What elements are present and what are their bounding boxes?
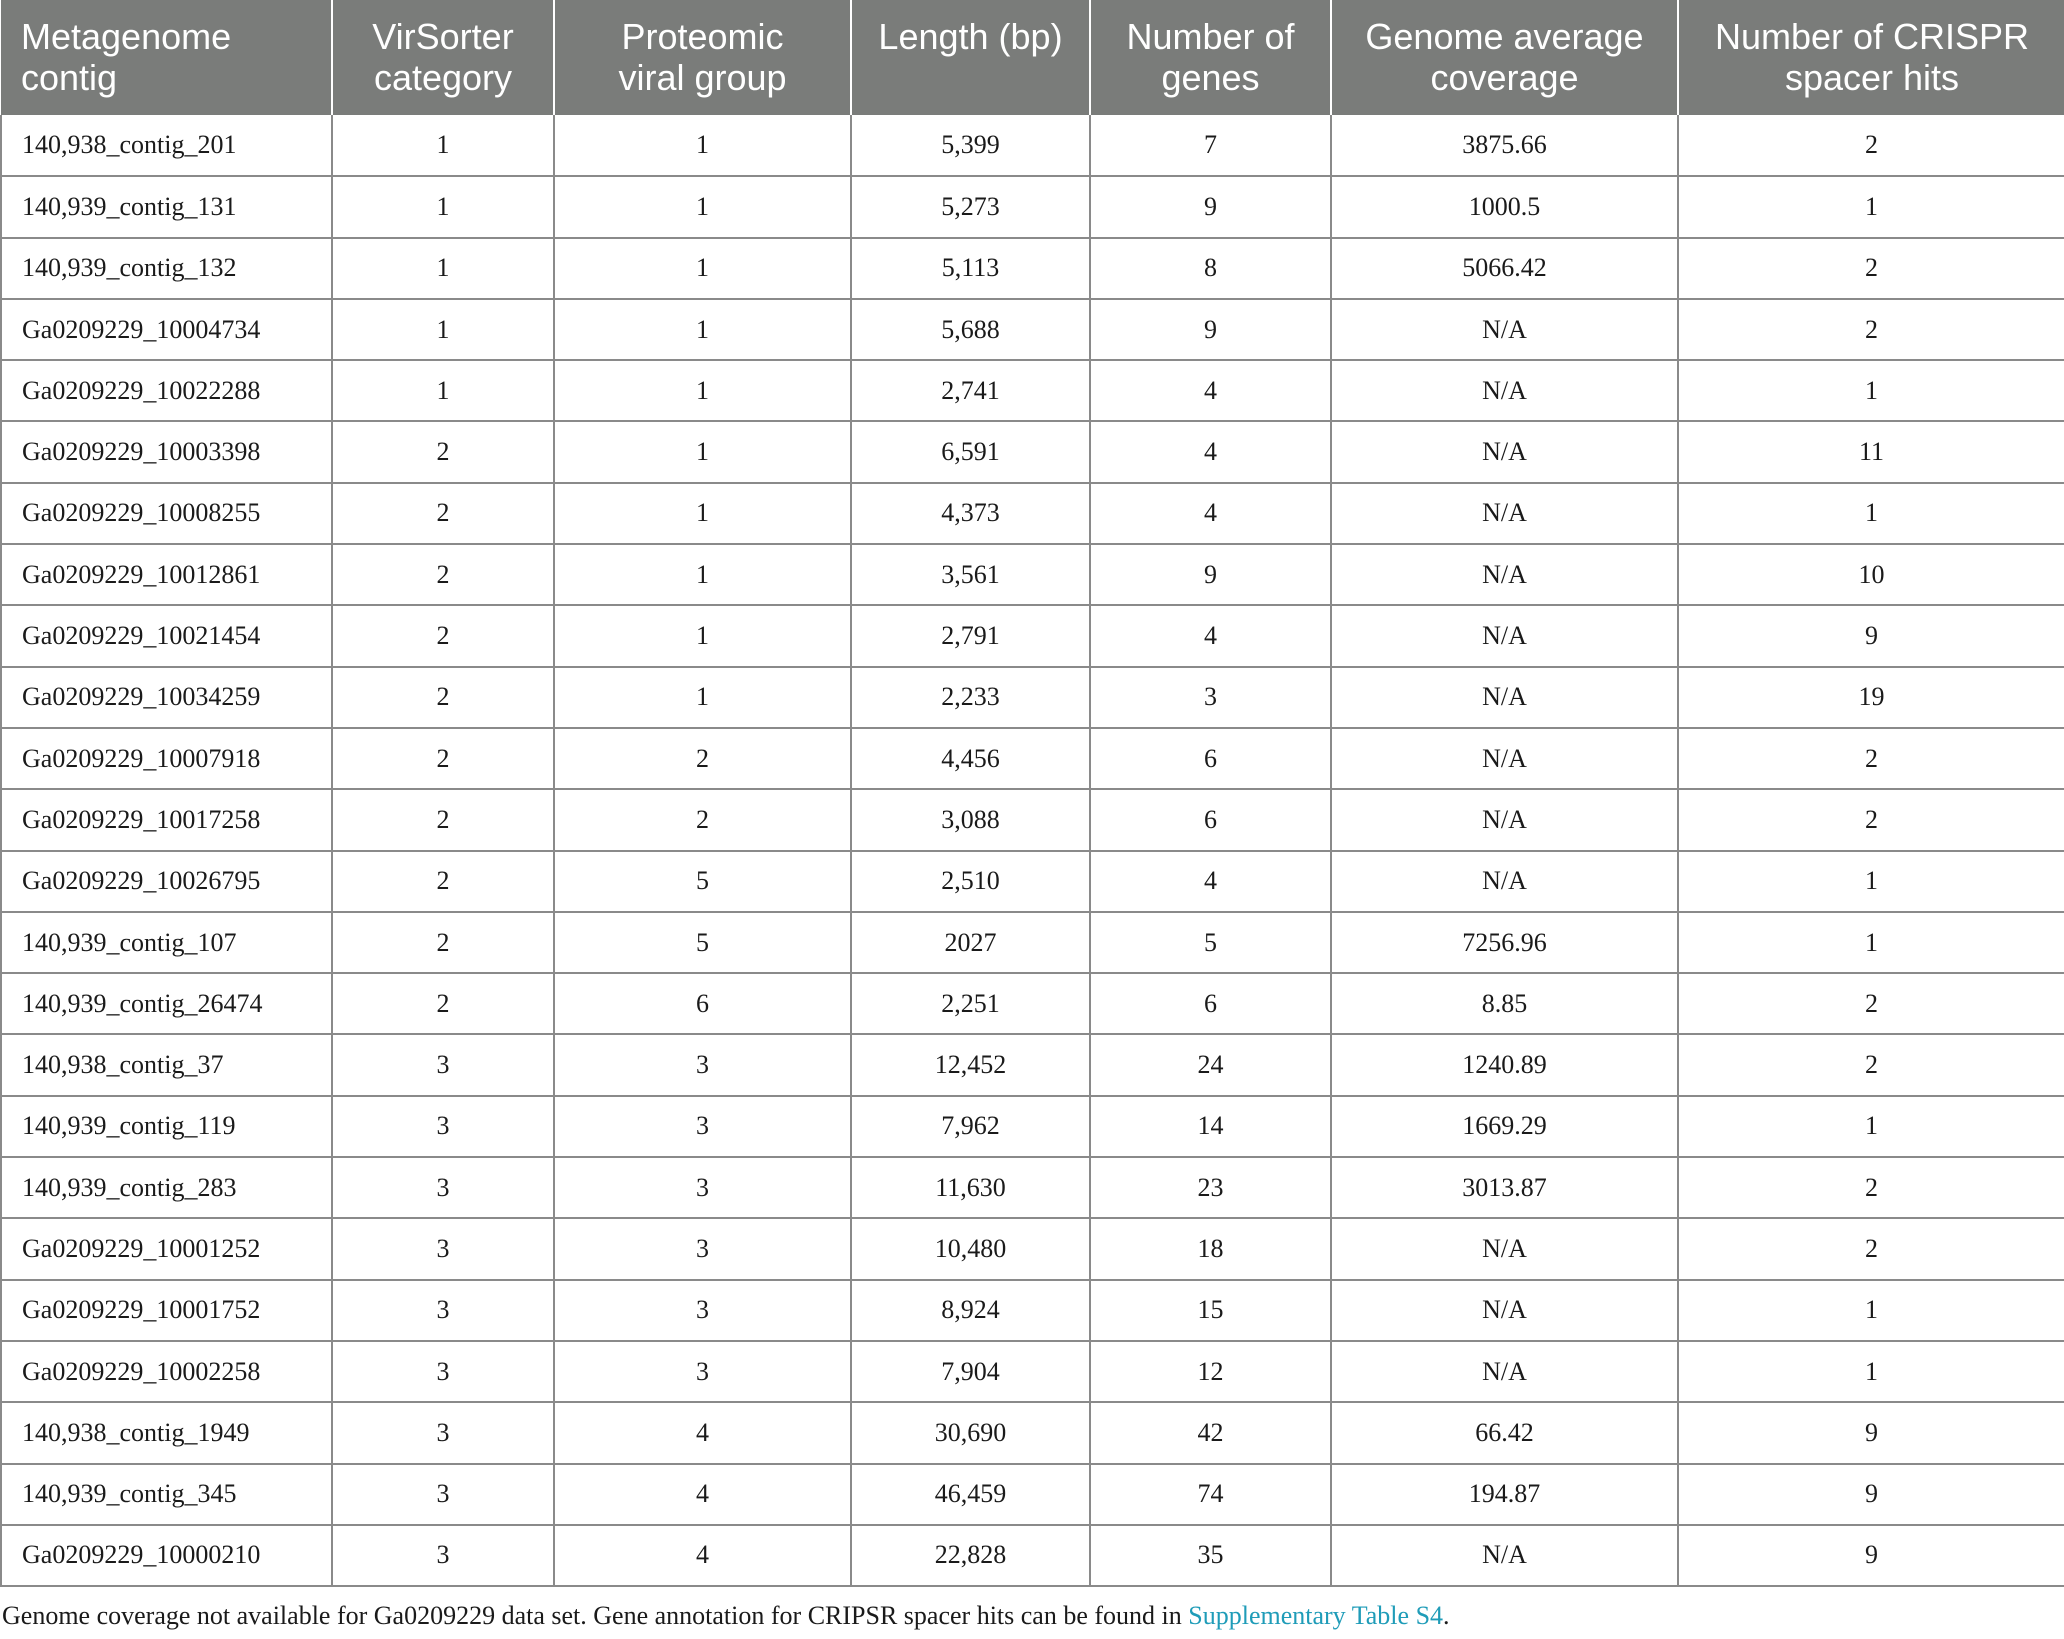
footnote (2, 1601, 1450, 1631)
cell-viral-group: 1 (554, 667, 851, 728)
header-label-line: genes (1161, 57, 1260, 98)
cell-length: 7,904 (851, 1341, 1090, 1402)
cell-virsorter-category: 3 (332, 1218, 554, 1279)
cell-spacer-hits: 2 (1678, 973, 2064, 1034)
cell-spacer-hits: 1 (1678, 912, 2064, 973)
table-row (1, 421, 2064, 482)
cell-gene-count: 5 (1090, 912, 1331, 973)
cell-length: 11,630 (851, 1157, 1090, 1218)
table-row (1, 238, 2064, 299)
cell-length: 10,480 (851, 1218, 1090, 1279)
table-row (1, 299, 2064, 360)
cell-length: 5,399 (851, 115, 1090, 176)
cell-virsorter-category: 3 (332, 1464, 554, 1525)
cell-coverage: N/A (1331, 728, 1678, 789)
cell-virsorter-category: 2 (332, 789, 554, 850)
table-row (1, 1402, 2064, 1463)
cell-gene-count: 4 (1090, 421, 1331, 482)
cell-length: 22,828 (851, 1525, 1090, 1586)
cell-spacer-hits: 1 (1678, 360, 2064, 421)
footnote-text: Genome coverage not available for Ga0209229 data set. Gene annotation for CRIPSR spacer hits can be found in (2, 1601, 1189, 1630)
cell-contig: 140,939_contig_119 (1, 1096, 332, 1157)
cell-gene-count: 9 (1090, 544, 1331, 605)
cell-gene-count: 15 (1090, 1280, 1331, 1341)
cell-gene-count: 6 (1090, 973, 1331, 1034)
cell-length: 2,233 (851, 667, 1090, 728)
cell-spacer-hits: 2 (1678, 1157, 2064, 1218)
cell-viral-group: 5 (554, 851, 851, 912)
table-row (1, 1157, 2064, 1218)
cell-gene-count: 24 (1090, 1034, 1331, 1095)
cell-virsorter-category: 2 (332, 544, 554, 605)
cell-viral-group: 3 (554, 1218, 851, 1279)
cell-viral-group: 1 (554, 238, 851, 299)
header-genome-average-coverage (1331, 0, 1678, 115)
header-label-line: Number of (1126, 16, 1295, 57)
cell-length: 2027 (851, 912, 1090, 973)
cell-spacer-hits: 1 (1678, 176, 2064, 237)
cell-coverage: N/A (1331, 1525, 1678, 1586)
cell-length: 3,088 (851, 789, 1090, 850)
cell-coverage: 1669.29 (1331, 1096, 1678, 1157)
cell-virsorter-category: 3 (332, 1525, 554, 1586)
table-row (1, 1096, 2064, 1157)
cell-gene-count: 42 (1090, 1402, 1331, 1463)
cell-coverage: N/A (1331, 1218, 1678, 1279)
cell-gene-count: 18 (1090, 1218, 1331, 1279)
cell-gene-count: 9 (1090, 176, 1331, 237)
cell-viral-group: 1 (554, 299, 851, 360)
cell-spacer-hits: 9 (1678, 1464, 2064, 1525)
cell-coverage: 3013.87 (1331, 1157, 1678, 1218)
cell-spacer-hits: 1 (1678, 1341, 2064, 1402)
cell-contig: Ga0209229_10008255 (1, 483, 332, 544)
cell-viral-group: 3 (554, 1280, 851, 1341)
cell-contig: 140,938_contig_1949 (1, 1402, 332, 1463)
cell-coverage: N/A (1331, 851, 1678, 912)
cell-gene-count: 4 (1090, 605, 1331, 666)
cell-coverage: 8.85 (1331, 973, 1678, 1034)
cell-viral-group: 2 (554, 728, 851, 789)
cell-viral-group: 3 (554, 1341, 851, 1402)
cell-viral-group: 4 (554, 1464, 851, 1525)
cell-virsorter-category: 2 (332, 605, 554, 666)
header-label-line: spacer hits (1784, 57, 1960, 98)
table-body (1, 115, 2064, 1586)
cell-length: 2,791 (851, 605, 1090, 666)
cell-length: 2,251 (851, 973, 1090, 1034)
header-proteomic-viral-group (554, 0, 851, 115)
header-label-line: Metagenome (21, 16, 232, 57)
cell-gene-count: 12 (1090, 1341, 1331, 1402)
cell-contig: 140,939_contig_283 (1, 1157, 332, 1218)
cell-spacer-hits: 9 (1678, 1402, 2064, 1463)
table-row (1, 851, 2064, 912)
header-row (1, 0, 2064, 115)
cell-gene-count: 9 (1090, 299, 1331, 360)
footnote-end: . (1443, 1601, 1450, 1630)
cell-contig: Ga0209229_10002258 (1, 1341, 332, 1402)
table-row (1, 1218, 2064, 1279)
cell-contig: Ga0209229_10022288 (1, 360, 332, 421)
cell-length: 3,561 (851, 544, 1090, 605)
cell-spacer-hits: 2 (1678, 728, 2064, 789)
cell-coverage: N/A (1331, 789, 1678, 850)
cell-spacer-hits: 1 (1678, 1096, 2064, 1157)
cell-coverage: 7256.96 (1331, 912, 1678, 973)
cell-spacer-hits: 11 (1678, 421, 2064, 482)
cell-spacer-hits: 2 (1678, 299, 2064, 360)
cell-gene-count: 6 (1090, 728, 1331, 789)
cell-length: 2,741 (851, 360, 1090, 421)
cell-length: 5,688 (851, 299, 1090, 360)
header-label-line: VirSorter (372, 16, 514, 57)
cell-gene-count: 8 (1090, 238, 1331, 299)
cell-length: 4,373 (851, 483, 1090, 544)
cell-contig: Ga0209229_10007918 (1, 728, 332, 789)
header-label-line: contig (21, 57, 118, 98)
cell-spacer-hits: 2 (1678, 115, 2064, 176)
cell-gene-count: 23 (1090, 1157, 1331, 1218)
header-label-line: Genome average (1365, 16, 1644, 57)
cell-gene-count: 4 (1090, 851, 1331, 912)
cell-spacer-hits: 9 (1678, 605, 2064, 666)
cell-coverage: N/A (1331, 360, 1678, 421)
header-metagenome-contig (1, 0, 332, 115)
cell-virsorter-category: 2 (332, 667, 554, 728)
table-row (1, 605, 2064, 666)
cell-contig: Ga0209229_10017258 (1, 789, 332, 850)
cell-viral-group: 5 (554, 912, 851, 973)
cell-spacer-hits: 2 (1678, 238, 2064, 299)
cell-contig: 140,939_contig_345 (1, 1464, 332, 1525)
cell-contig: Ga0209229_10004734 (1, 299, 332, 360)
cell-spacer-hits: 1 (1678, 851, 2064, 912)
cell-spacer-hits: 2 (1678, 1218, 2064, 1279)
cell-length: 2,510 (851, 851, 1090, 912)
cell-length: 6,591 (851, 421, 1090, 482)
cell-length: 8,924 (851, 1280, 1090, 1341)
cell-contig: Ga0209229_10026795 (1, 851, 332, 912)
header-virsorter-category (332, 0, 554, 115)
cell-spacer-hits: 1 (1678, 483, 2064, 544)
header-label-line: Proteomic (621, 16, 784, 57)
cell-coverage: N/A (1331, 544, 1678, 605)
header-label-line: Number of CRISPR (1714, 16, 2030, 57)
cell-length: 30,690 (851, 1402, 1090, 1463)
header-label-line: category (373, 57, 513, 98)
cell-viral-group: 3 (554, 1096, 851, 1157)
table-row (1, 1034, 2064, 1095)
cell-virsorter-category: 1 (332, 360, 554, 421)
table-row (1, 912, 2064, 973)
cell-spacer-hits: 10 (1678, 544, 2064, 605)
table-row (1, 1341, 2064, 1402)
cell-virsorter-category: 3 (332, 1096, 554, 1157)
table-row (1, 728, 2064, 789)
cell-virsorter-category: 3 (332, 1341, 554, 1402)
cell-contig: Ga0209229_10003398 (1, 421, 332, 482)
cell-virsorter-category: 1 (332, 238, 554, 299)
cell-virsorter-category: 3 (332, 1157, 554, 1218)
cell-spacer-hits: 2 (1678, 789, 2064, 850)
cell-virsorter-category: 2 (332, 483, 554, 544)
cell-contig: 140,939_contig_107 (1, 912, 332, 973)
cell-viral-group: 1 (554, 605, 851, 666)
cell-coverage: 1000.5 (1331, 176, 1678, 237)
table-row (1, 176, 2064, 237)
table-row (1, 360, 2064, 421)
cell-virsorter-category: 3 (332, 1280, 554, 1341)
cell-coverage: 5066.42 (1331, 238, 1678, 299)
table-row (1, 789, 2064, 850)
cell-viral-group: 3 (554, 1034, 851, 1095)
table-row (1, 1464, 2064, 1525)
cell-contig: 140,938_contig_201 (1, 115, 332, 176)
cell-viral-group: 6 (554, 973, 851, 1034)
cell-virsorter-category: 2 (332, 421, 554, 482)
cell-viral-group: 2 (554, 789, 851, 850)
cell-spacer-hits: 2 (1678, 1034, 2064, 1095)
cell-coverage: N/A (1331, 667, 1678, 728)
cell-virsorter-category: 2 (332, 973, 554, 1034)
table-row (1, 483, 2064, 544)
cell-coverage: N/A (1331, 483, 1678, 544)
cell-virsorter-category: 1 (332, 176, 554, 237)
cell-coverage: N/A (1331, 421, 1678, 482)
table-row (1, 115, 2064, 176)
cell-gene-count: 14 (1090, 1096, 1331, 1157)
cell-coverage: N/A (1331, 605, 1678, 666)
cell-contig: 140,938_contig_37 (1, 1034, 332, 1095)
cell-virsorter-category: 2 (332, 851, 554, 912)
cell-viral-group: 1 (554, 544, 851, 605)
cell-gene-count: 7 (1090, 115, 1331, 176)
table-row (1, 973, 2064, 1034)
header-number-of-genes (1090, 0, 1331, 115)
cell-viral-group: 1 (554, 483, 851, 544)
header-label-line: coverage (1430, 57, 1579, 98)
cell-coverage: 3875.66 (1331, 115, 1678, 176)
cell-contig: Ga0209229_10001252 (1, 1218, 332, 1279)
cell-length: 4,456 (851, 728, 1090, 789)
cell-coverage: N/A (1331, 1280, 1678, 1341)
cell-gene-count: 3 (1090, 667, 1331, 728)
cell-gene-count: 74 (1090, 1464, 1331, 1525)
table-row (1, 1525, 2064, 1586)
cell-viral-group: 4 (554, 1525, 851, 1586)
cell-virsorter-category: 2 (332, 912, 554, 973)
cell-contig: 140,939_contig_132 (1, 238, 332, 299)
header-crispr-spacer-hits (1678, 0, 2064, 115)
cell-spacer-hits: 1 (1678, 1280, 2064, 1341)
cell-virsorter-category: 1 (332, 299, 554, 360)
cell-virsorter-category: 1 (332, 115, 554, 176)
cell-length: 5,273 (851, 176, 1090, 237)
cell-viral-group: 1 (554, 115, 851, 176)
cell-viral-group: 3 (554, 1157, 851, 1218)
cell-contig: Ga0209229_10034259 (1, 667, 332, 728)
cell-coverage: 1240.89 (1331, 1034, 1678, 1095)
cell-contig: 140,939_contig_131 (1, 176, 332, 237)
cell-viral-group: 1 (554, 421, 851, 482)
cell-contig: 140,939_contig_26474 (1, 973, 332, 1034)
cell-coverage: N/A (1331, 1341, 1678, 1402)
cell-contig: Ga0209229_10012861 (1, 544, 332, 605)
cell-gene-count: 4 (1090, 483, 1331, 544)
cell-coverage: 194.87 (1331, 1464, 1678, 1525)
header-length (851, 0, 1090, 115)
cell-length: 46,459 (851, 1464, 1090, 1525)
cell-coverage: 66.42 (1331, 1402, 1678, 1463)
cell-viral-group: 4 (554, 1402, 851, 1463)
cell-virsorter-category: 3 (332, 1034, 554, 1095)
cell-gene-count: 4 (1090, 360, 1331, 421)
cell-virsorter-category: 2 (332, 728, 554, 789)
table-row (1, 544, 2064, 605)
cell-contig: Ga0209229_10000210 (1, 1525, 332, 1586)
cell-length: 12,452 (851, 1034, 1090, 1095)
header-label-line: Length (bp) (878, 16, 1063, 57)
cell-contig: Ga0209229_10021454 (1, 605, 332, 666)
table-row (1, 1280, 2064, 1341)
cell-contig: Ga0209229_10001752 (1, 1280, 332, 1341)
supplementary-table-link[interactable]: Supplementary Table S4 (1188, 1601, 1444, 1630)
header-label-line: viral group (618, 57, 787, 98)
cell-virsorter-category: 3 (332, 1402, 554, 1463)
cell-coverage: N/A (1331, 299, 1678, 360)
cell-spacer-hits: 19 (1678, 667, 2064, 728)
cell-gene-count: 6 (1090, 789, 1331, 850)
cell-spacer-hits: 9 (1678, 1525, 2064, 1586)
table-row (1, 667, 2064, 728)
cell-length: 7,962 (851, 1096, 1090, 1157)
cell-length: 5,113 (851, 238, 1090, 299)
cell-gene-count: 35 (1090, 1525, 1331, 1586)
cell-viral-group: 1 (554, 360, 851, 421)
cell-viral-group: 1 (554, 176, 851, 237)
